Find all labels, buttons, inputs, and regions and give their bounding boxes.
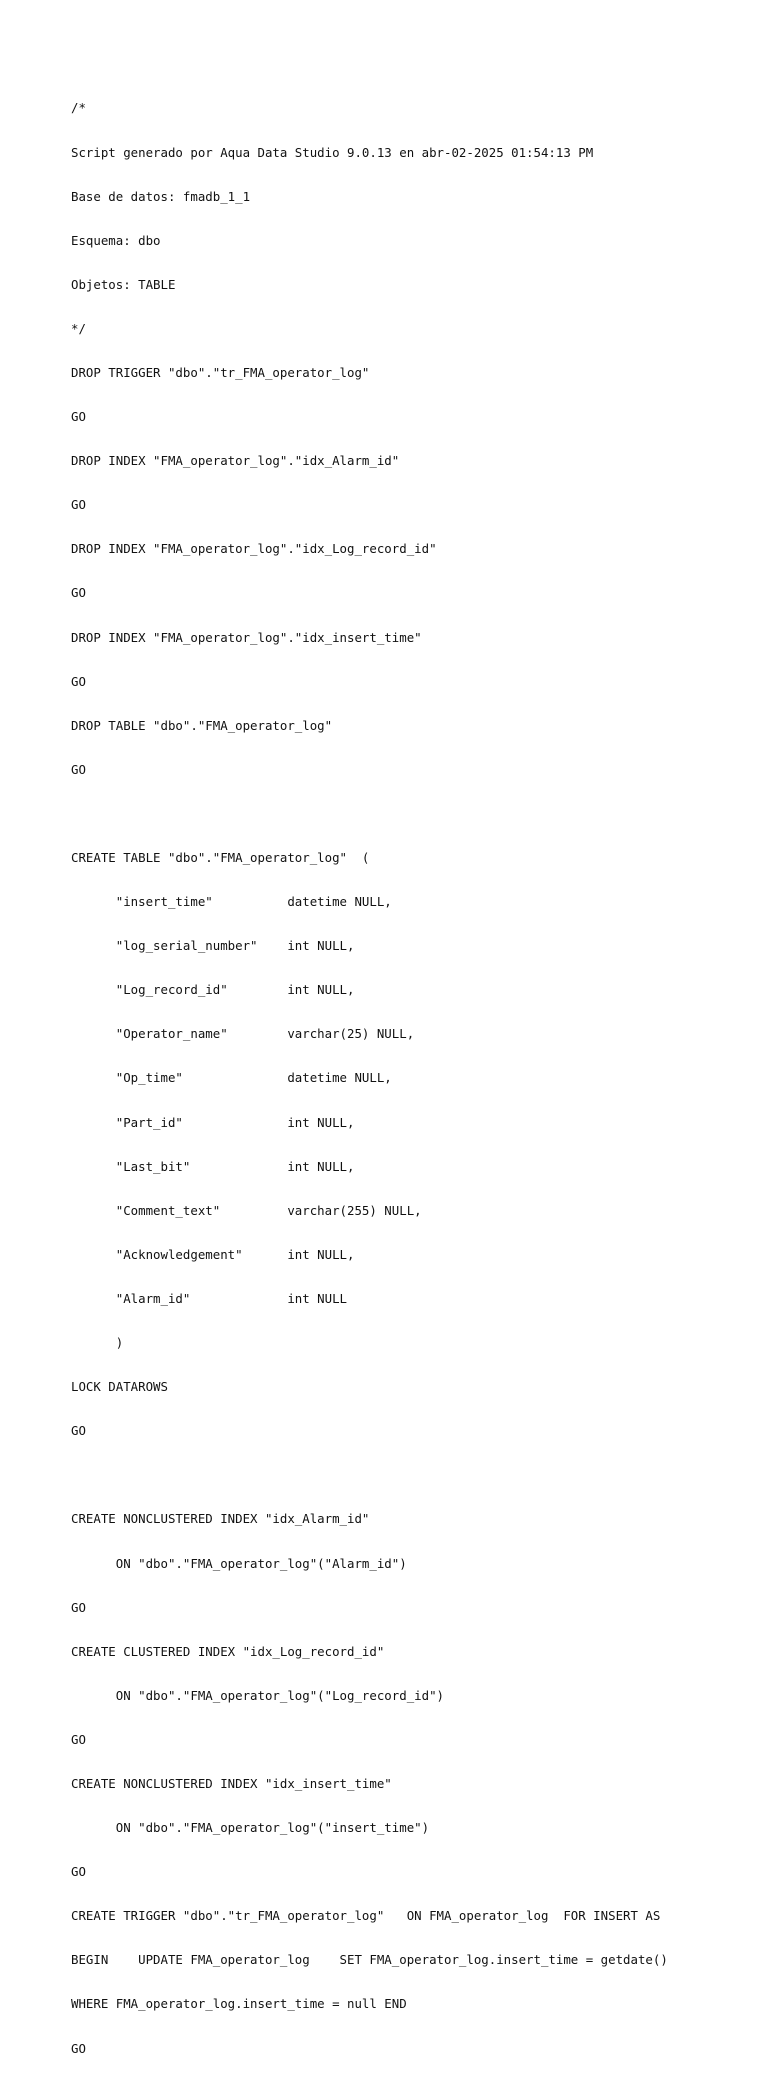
column-definition-line: "Op_time" datetime NULL, [71,1070,392,1086]
go-line: GO [71,761,86,777]
blank-line [71,1468,668,1483]
create-index-log-record-line: CREATE CLUSTERED INDEX "idx_Log_record_id" [71,1643,385,1659]
go-line: GO [71,1864,86,1880]
create-table-line: CREATE TABLE "dbo"."FMA_operator_log" ( [71,850,370,865]
drop-trigger-line: DROP TRIGGER "dbo"."tr_FMA_operator_log" [71,364,370,380]
lock-datarows-line: LOCK DATAROWS [71,1379,168,1395]
go-line: GO [71,409,86,425]
index-target-line: ON "dbo"."FMA_operator_log"("Log_record_id") [71,1687,444,1703]
drop-index-log-record-line: DROP INDEX "FMA_operator_log"."idx_Log_record_id" [71,541,437,557]
column-definition-line: "Acknowledgement" int NULL, [71,1246,355,1262]
column-definition-line: "Last_bit" int NULL, [71,1158,355,1174]
go-line: GO [71,673,86,689]
go-line: GO [71,2040,86,2056]
table-close-line: ) [71,1335,124,1351]
go-line: GO [71,1731,86,1747]
column-definition-line: "Comment_text" varchar(255) NULL, [71,1202,422,1218]
objects-line: Objetos: TABLE [71,276,176,292]
schema-line: Esquema: dbo [71,232,161,248]
drop-index-alarm-line: DROP INDEX "FMA_operator_log"."idx_Alarm_id" [71,453,400,469]
database-name-line: Base de datos: fmadb_1_1 [71,188,251,204]
trigger-where-line: WHERE FMA_operator_log.insert_time = null END [71,1996,407,2012]
column-definition-line: "Alarm_id" int NULL [71,1290,348,1306]
comment-close-line: */ [71,320,86,336]
drop-index-insert-time-line: DROP INDEX "FMA_operator_log"."idx_insert_time" [71,629,422,645]
go-line: GO [71,1599,86,1615]
index-target-line: ON "dbo"."FMA_operator_log"("insert_time") [71,1820,430,1836]
column-definition-line: "log_serial_number" int NULL, [71,938,355,954]
trigger-body-line: BEGIN UPDATE FMA_operator_log SET FMA_operator_log.insert_time = getdate() [71,1952,668,1968]
go-line: GO [71,585,86,601]
go-line: GO [71,497,86,513]
column-definition-line: "insert_time" datetime NULL, [71,894,392,910]
script-generator-line: Script generado por Aqua Data Studio 9.0.13 en abr-02-2025 01:54:13 PM [71,144,594,160]
create-index-alarm-line: CREATE NONCLUSTERED INDEX "idx_Alarm_id" [71,1511,370,1527]
comment-open-line: /* [71,100,86,116]
go-line: GO [71,1423,86,1439]
column-definition-line: "Operator_name" varchar(25) NULL, [71,1026,415,1042]
column-definition-line: "Log_record_id" int NULL, [71,982,355,998]
create-index-insert-time-line: CREATE NONCLUSTERED INDEX "idx_insert_time" [71,1775,392,1791]
blank-line [71,807,668,822]
drop-table-line: DROP TABLE "dbo"."FMA_operator_log" [71,717,333,733]
create-trigger-line: CREATE TRIGGER "dbo"."tr_FMA_operator_log" ON FMA_operator_log FOR INSERT AS [71,1908,661,1924]
index-target-line: ON "dbo"."FMA_operator_log"("Alarm_id") [71,1555,407,1571]
sql-script [71,72,668,2086]
column-definition-line: "Part_id" int NULL, [71,1114,355,1130]
